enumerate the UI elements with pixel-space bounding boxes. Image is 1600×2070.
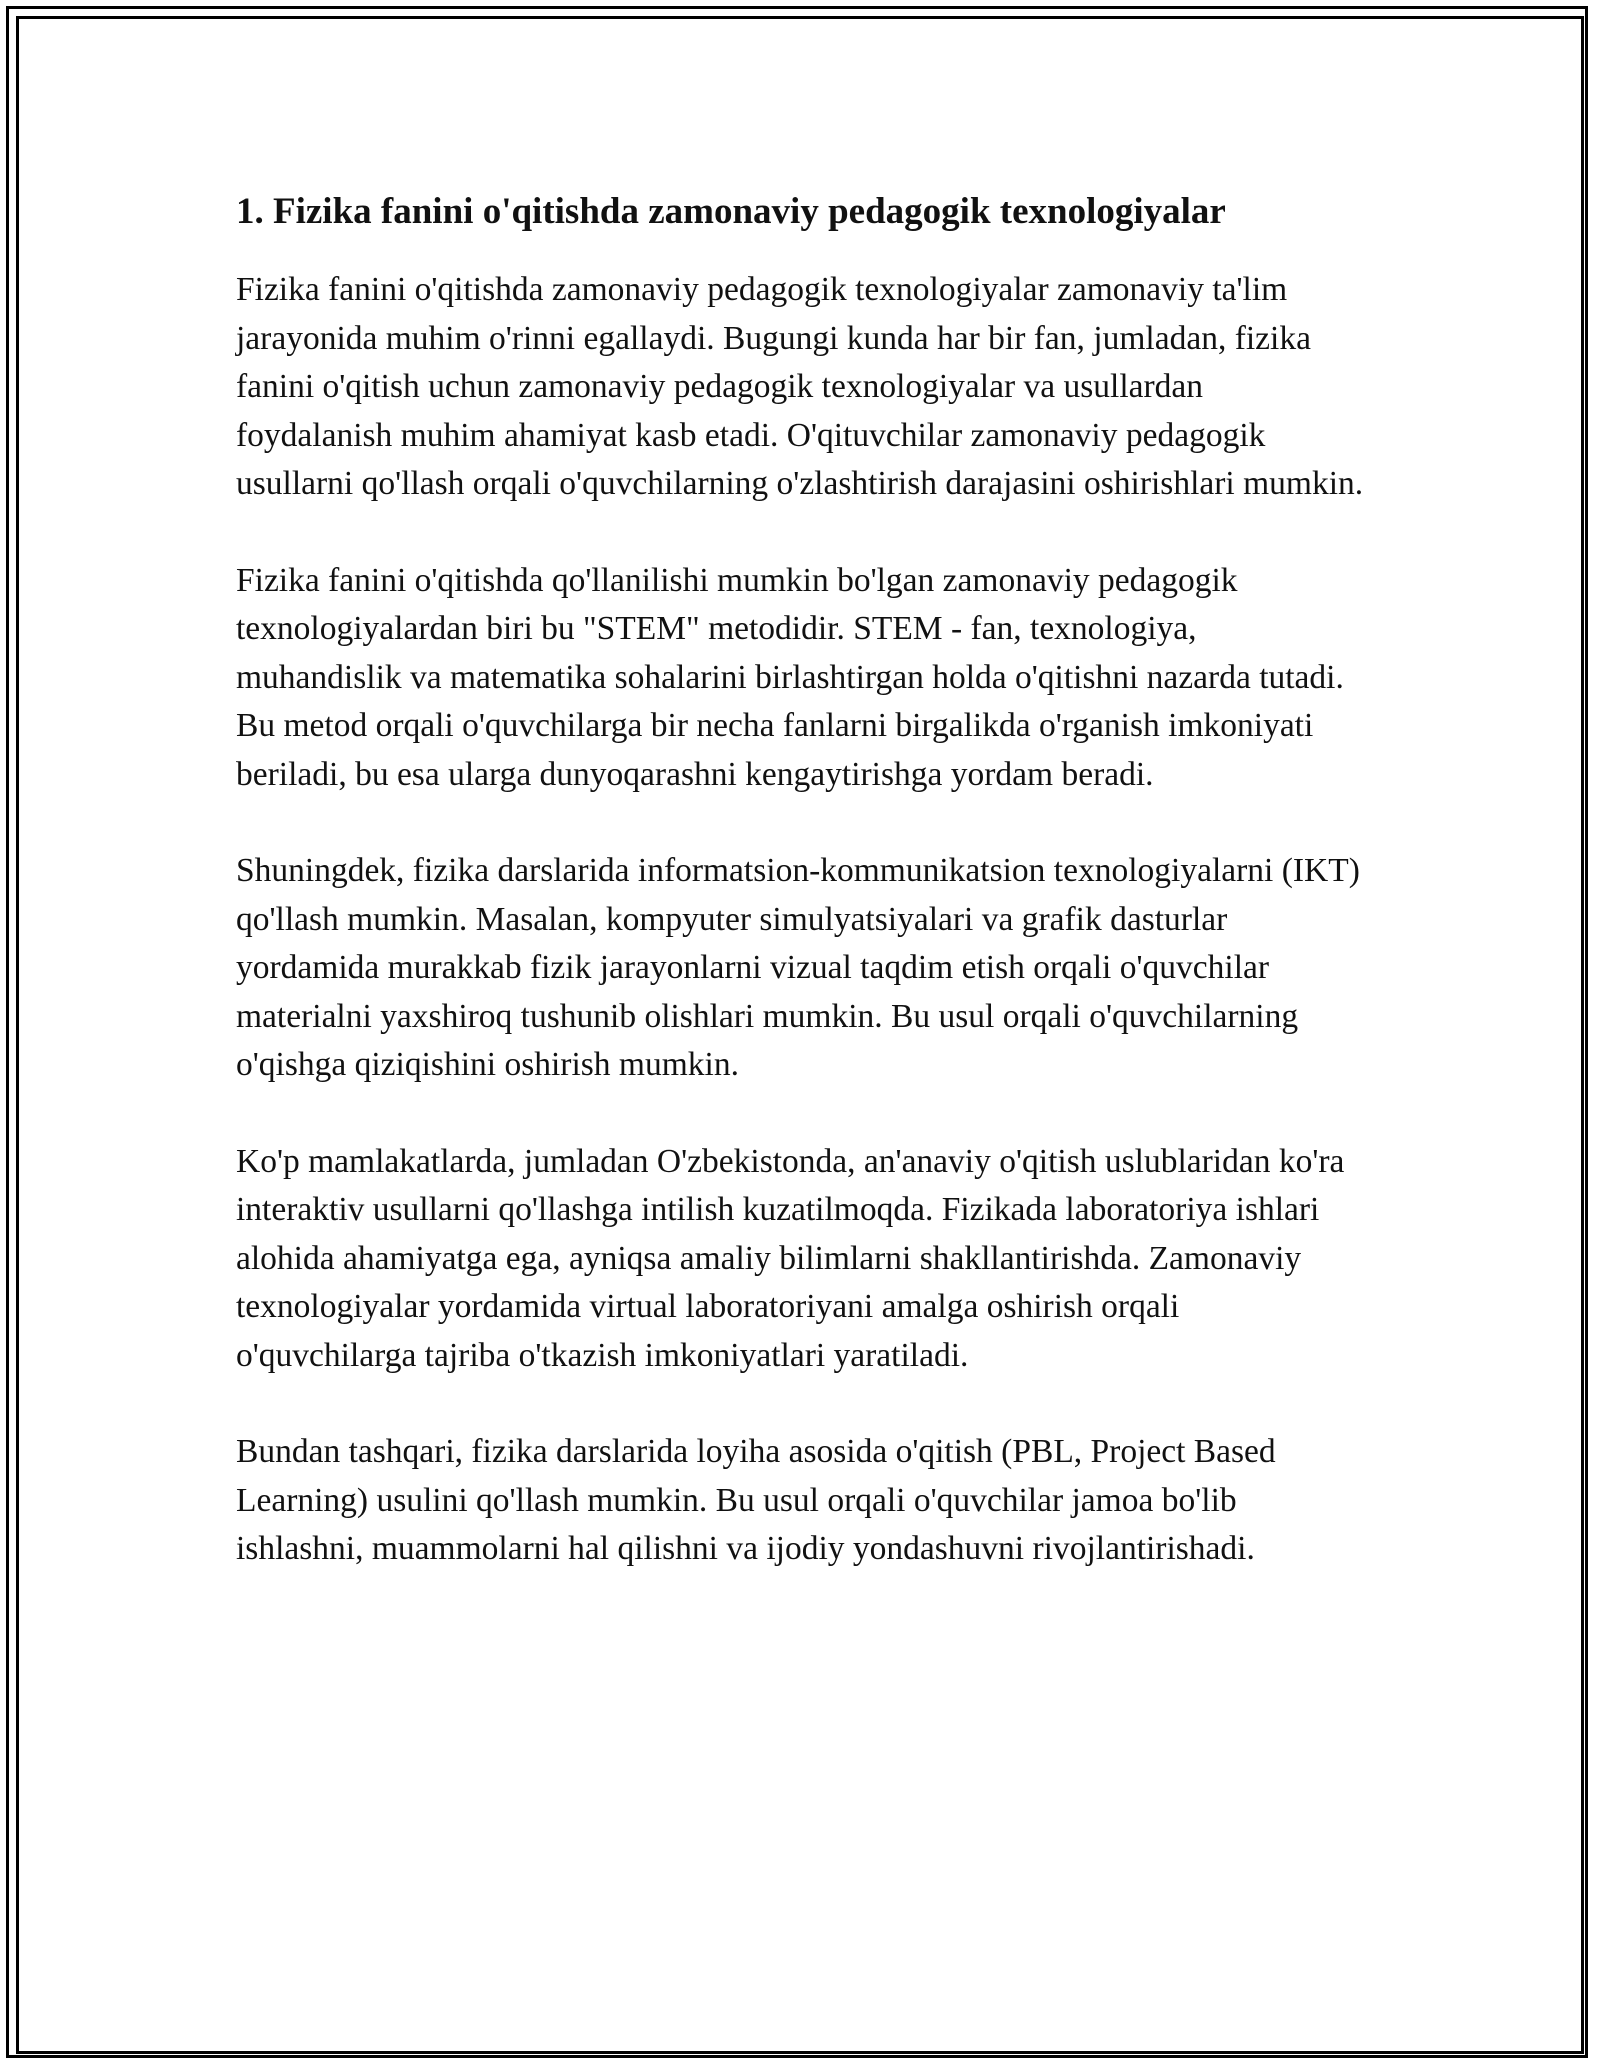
section-heading: 1. Fizika fanini o'qitishda zamonaviy pedagogik texnologiyalar <box>236 191 1226 232</box>
paragraph-interactive-methods: Ko'p mamlakatlarda, jumladan O'zbekistonda, an'anaviy o'qitish uslublaridan ko'ra interaktiv usullarni qo'llashga intilish kuzatilmoqda. Fizikada laboratoriya ishlari alohida ahamiyatga ega, ayniqsa amaliy bilimlarni shakllantirishda. Zamonaviy texnologiyalar yordamida virtual laboratoriyani amalga oshirish orqali o'quvchilarga tajriba o'tkazish imkoniyatlari yaratiladi. <box>236 1142 1345 1374</box>
paragraph-pbl: Bundan tashqari, fizika darslarida loyiha asosida o'qitish (PBL, Project Based Learning) usulini qo'llash mumkin. Bu usul orqali o'quvchilar jamoa bo'lib ishlashni, muammolarni hal qilishni va ijodiy yondashuvni rivojlantirishadi. <box>236 1433 1276 1567</box>
paragraph-intro: Fizika fanini o'qitishda zamonaviy pedagogik texnologiyalar zamonaviy ta'lim jarayonida muhim o'rinni egallaydi. Bugungi kunda har bir fan, jumladan, fizika fanini o'qitish uchun zamonaviy pedagogik texnologiyalar va usullardan foydalanish muhim ahamiyat kasb etadi. O'qituvchilar zamonaviy pedagogik usullarni qo'llash orqali o'quvchilarning o'zlashtirish darajasini oshirishlari mumkin. <box>236 271 1364 502</box>
document-body <box>236 186 1366 1622</box>
paragraph-ikt: Shuningdek, fizika darslarida informatsion-kommunikatsion texnologiyalarni (IKT) qo'llash mumkin. Masalan, kompyuter simulyatsiyalari va grafik dasturlar yordamida murakkab fizik jarayonlarni vizual taqdim etish orqali o'quvchilar materialni yaxshiroq tushunib olishlari mumkin. Bu usul orqali o'quvchilarning o'qishga qiziqishini oshirish mumkin. <box>236 852 1360 1083</box>
paragraph-stem: Fizika fanini o'qitishda qo'llanilishi mumkin bo'lgan zamonaviy pedagogik texnologiyalardan biri bu "STEM" metodidir. STEM - fan, texnologiya, muhandislik va matematika sohalarini birlashtirgan holda o'qitishni nazarda tutadi. Bu metod orqali o'quvchilarga bir necha fanlarni birgalikda o'rganish imkoniyati beriladi, bu esa ularga dunyoqarashni kengaytirishga yordam beradi. <box>236 561 1344 793</box>
